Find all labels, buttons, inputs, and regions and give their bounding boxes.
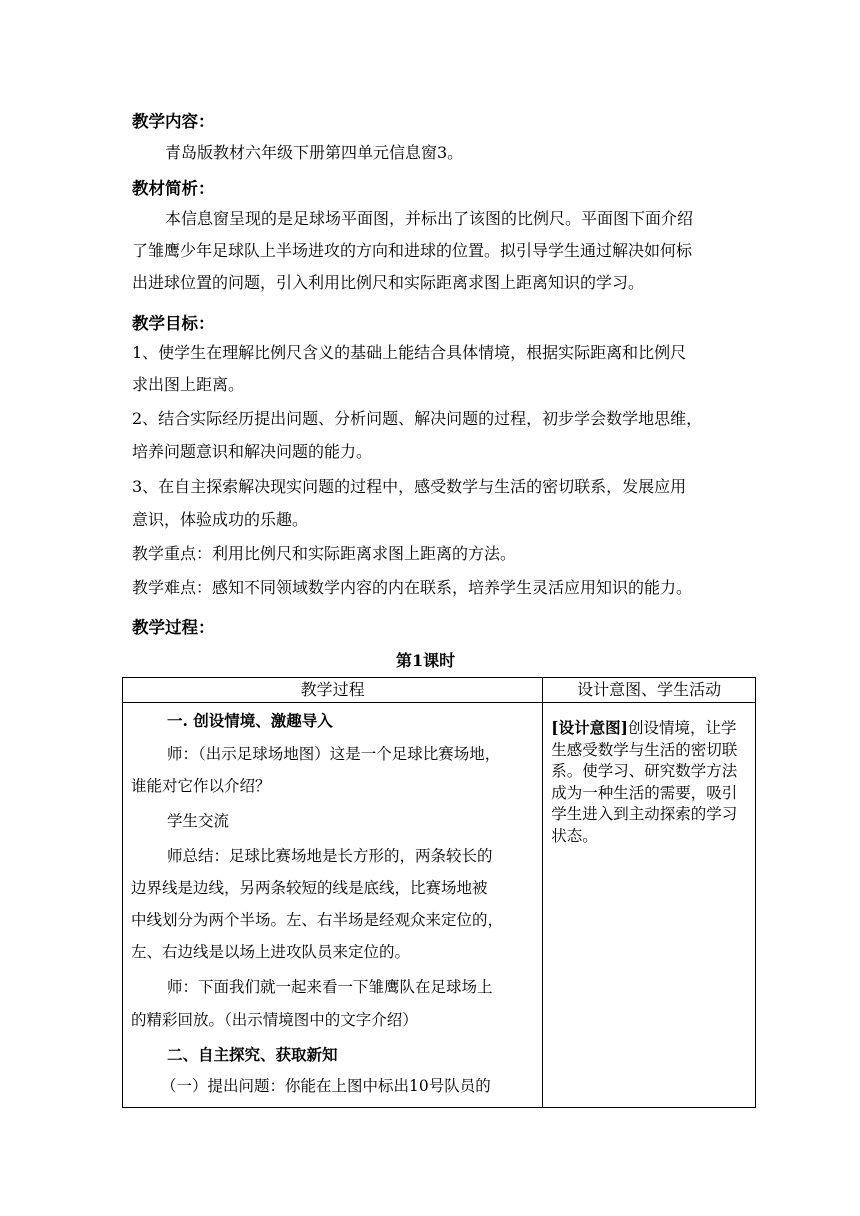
process-line: 谁能对它作以介绍？ <box>131 777 271 795</box>
intent-cell <box>543 703 756 1108</box>
key-point: 教学重点：利用比例尺和实际距离求图上距离的方法。 <box>132 544 517 563</box>
process-section-title: 一. 创设情境、激趣导入 <box>167 711 333 730</box>
column-header-process: 教学过程 <box>123 678 543 703</box>
process-line: （一）提出问题：你能在上图中标出10号队员的 <box>161 1077 491 1095</box>
content-heading: 教学内容： <box>132 112 215 131</box>
process-line: 师：（出示足球场地图）这是一个足球比赛场地， <box>167 745 501 763</box>
process-line: 学生交流 <box>167 812 230 830</box>
analysis-heading: 教材简析： <box>132 179 215 198</box>
goals-line: 3、在自主探索解决现实问题的过程中，感受数学与生活的密切联系，发展应用 <box>132 477 687 496</box>
process-section-title: 二、自主探究、获取新知 <box>167 1045 338 1064</box>
analysis-line: 出进球位置的问题，引入利用比例尺和实际距离求图上距离知识的学习。 <box>132 273 645 292</box>
process-line: 的精彩回放。（出示情境图中的文字介绍） <box>131 1011 418 1029</box>
analysis-line: 了雏鹰少年足球队上半场进攻的方向和进球的位置。拟引导学生通过解决如何标 <box>132 241 693 260</box>
design-intent-text: 创设情境，让学生感受数学与生活的密切联系。使学习、研究数学方法成为一种生活的需要，吸引学生进入到主动探索的学习状态。 <box>551 719 738 845</box>
process-cell <box>123 703 543 1108</box>
design-intent-note <box>551 717 751 847</box>
goals-line: 培养问题意识和解决问题的能力。 <box>132 442 373 461</box>
difficulty: 教学难点：感知不同领域数学内容的内在联系，培养学生灵活应用知识的能力。 <box>132 578 693 597</box>
design-intent-tag: [设计意图] <box>551 718 628 737</box>
goals-line: 求出图上距离。 <box>132 375 245 394</box>
goals-line: 1、使学生在理解比例尺含义的基础上能结合具体情境，根据实际距离和比例尺 <box>132 343 687 362</box>
process-line: 中线划分为两个半场。左、右半场是经观众来定位的， <box>131 911 504 929</box>
goals-line: 意识，体验成功的乐趣。 <box>132 510 309 529</box>
process-line: 师总结：足球比赛场地是长方形的，两条较长的 <box>167 847 493 865</box>
process-line: 左、右边线是以场上进攻队员来定位的。 <box>131 943 411 961</box>
process-heading: 教学过程： <box>132 618 215 637</box>
lesson-title: 第1课时 <box>396 651 456 670</box>
content-text: 青岛版教材六年级下册第四单元信息窗3。 <box>165 143 464 162</box>
goals-heading: 教学目标： <box>132 314 215 333</box>
process-line: 边界线是边线，另两条较短的线是底线，比赛场地被 <box>131 879 488 897</box>
analysis-line: 本信息窗呈现的是足球场平面图，并标出了该图的比例尺。平面图下面介绍 <box>165 209 694 228</box>
process-line: 师：下面我们就一起来看一下雏鹰队在足球场上 <box>167 978 493 996</box>
column-header-intent: 设计意图、学生活动 <box>543 678 756 703</box>
goals-line: 2、结合实际经历提出问题、分析问题、解决问题的过程，初步学会数学地思维， <box>132 409 703 428</box>
lesson-table <box>122 677 756 1108</box>
